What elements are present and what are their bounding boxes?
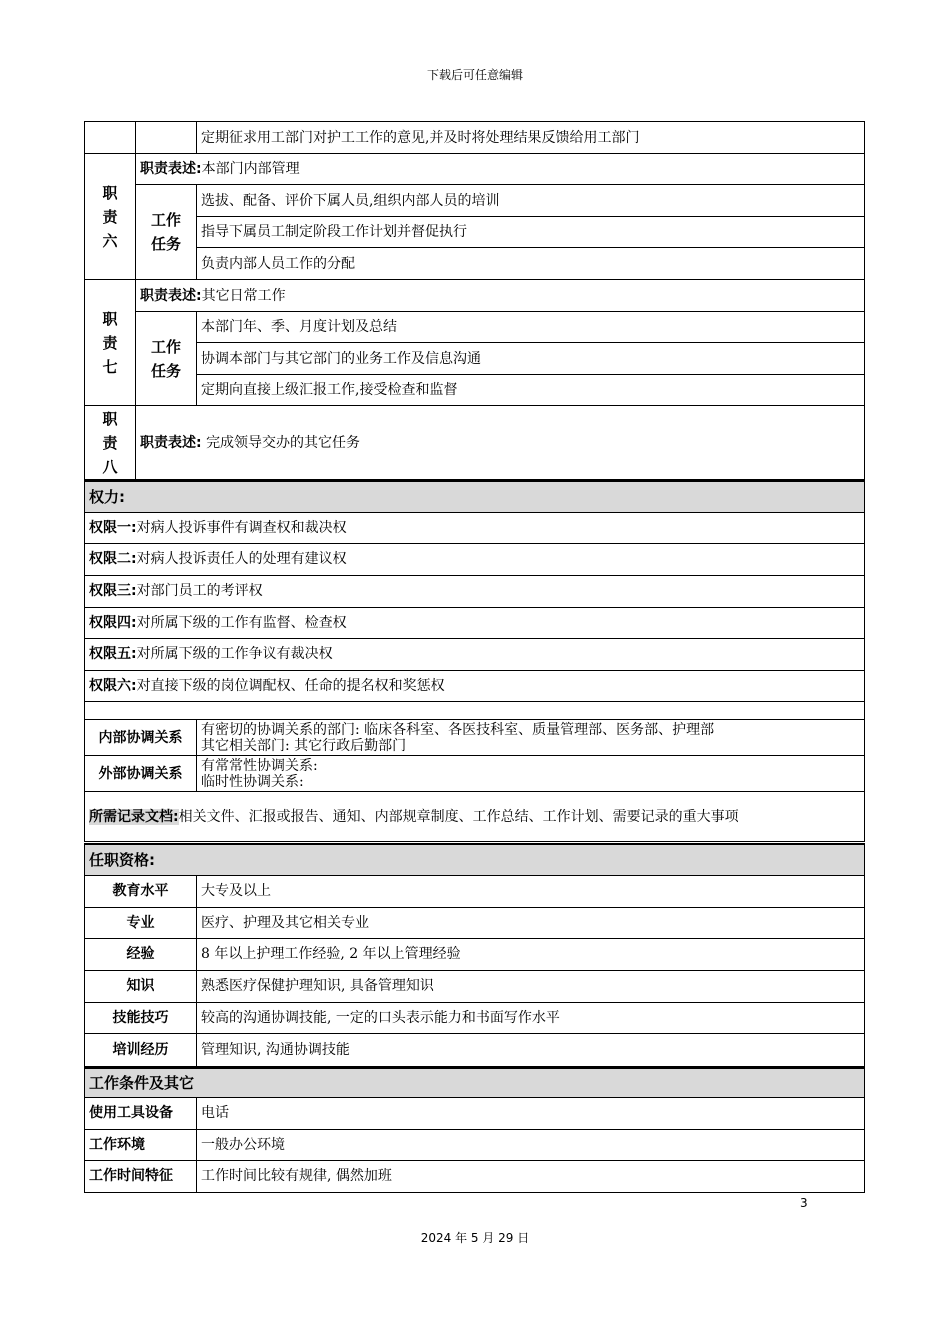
duty7-task: 定期向直接上级汇报工作,接受检查和监督 [197,375,865,406]
qualification-value: 熟悉医疗保健护理知识, 具备管理知识 [197,970,865,1002]
condition-value: 工作时间比较有规律, 偶然加班 [197,1160,865,1192]
power-item [85,575,865,607]
records-row [85,792,865,842]
power-label: 权限一: [89,519,137,536]
power-label: 权限五: [89,646,137,662]
qualification-value: 较高的沟通协调技能, 一定的口头表示能力和书面写作水平 [197,1002,865,1033]
power-text: 对病人投诉事件有调查权和裁决权 [136,519,347,536]
power-table [84,480,865,720]
condition-label: 工作环境 [85,1129,197,1160]
qualification-value: 医疗、护理及其它相关专业 [197,907,865,938]
power-item [85,543,865,575]
power-item [85,512,865,543]
power-item [85,638,865,670]
internal-relation-label: 内部协调关系 [85,720,197,756]
qualification-label: 技能技巧 [85,1002,197,1033]
power-text: 对所属下级的工作争议有裁决权 [136,646,333,662]
qualification-label: 教育水平 [85,875,197,907]
conditions-title: 工作条件及其它 [85,1068,865,1097]
qualification-label: 培训经历 [85,1033,197,1066]
empty-row [85,701,865,719]
statement-text: 完成领导交办的其它任务 [206,434,361,451]
power-label: 权限六: [89,677,137,694]
internal-line: 有密切的协调关系的部门: 临床各科室、各医技科室、质量管理部、医务部、护理部 [201,721,715,738]
power-text: 对直接下级的岗位调配权、任命的提名权和奖惩权 [136,677,445,694]
power-text: 对病人投诉责任人的处理有建议权 [136,551,347,567]
statement-label: 职责表述: [140,434,202,451]
duty6-task: 指导下属员工制定阶段工作计划并督促执行 [197,217,865,248]
condition-label: 使用工具设备 [85,1097,197,1129]
internal-relation-value [197,720,865,756]
power-title: 权力: [85,481,865,512]
power-label: 权限三: [89,583,137,599]
statement-text: 本部门内部管理 [201,161,300,177]
empty-cell [136,122,197,154]
statement-label: 职责表述: [140,287,202,304]
duty7-label: 职 责 七 [85,280,136,406]
duty7-task: 协调本部门与其它部门的业务工作及信息沟通 [197,343,865,375]
external-relation-label: 外部协调关系 [85,756,197,792]
qualification-value: 8 年以上护理工作经验, 2 年以上管理经验 [197,938,865,970]
qualification-value: 大专及以上 [197,875,865,907]
qualification-label: 经验 [85,938,197,970]
duty8-statement [136,406,865,480]
qualification-label: 知识 [85,970,197,1002]
power-text: 对部门员工的考评权 [136,583,263,599]
power-item [85,607,865,638]
power-label: 权限二: [89,551,137,567]
duty6-statement [136,154,865,185]
duty6-task: 负责内部人员工作的分配 [197,248,865,280]
power-label: 权限四: [89,614,137,631]
duty-task-text: 定期征求用工部门对护工工作的意见,并及时将处理结果反馈给用工部门 [197,122,865,154]
empty-cell [85,122,136,154]
power-text: 对所属下级的工作有监督、检查权 [136,614,347,631]
page-header: 下载后可任意编辑 [426,68,523,82]
statement-text: 其它日常工作 [201,287,286,304]
records-text: 相关文件、汇报或报告、通知、内部规章制度、工作总结、工作计划、需要记录的重大事项 [178,808,739,825]
duties-table [84,121,865,480]
duty6-task: 选拔、配备、评价下属人员,组织内部人员的培训 [197,185,865,217]
internal-line: 其它相关部门: 其它行政后勤部门 [201,737,407,754]
power-item [85,670,865,701]
external-line: 有常常性协调关系: [201,757,318,774]
conditions-table [84,1067,865,1193]
statement-label: 职责表述: [140,161,202,177]
duty7-statement [136,280,865,312]
qualification-table [84,843,865,1067]
duty6-task-label: 工作 任务 [136,185,197,280]
page-number: 3 [800,1196,808,1210]
duty6-label: 职 责 六 [85,154,136,280]
condition-value: 一般办公环境 [197,1129,865,1160]
condition-label: 工作时间特征 [85,1160,197,1192]
qualification-value: 管理知识, 沟通协调技能 [197,1033,865,1066]
external-line: 临时性协调关系: [201,773,304,790]
condition-value: 电话 [197,1097,865,1129]
qualification-label: 专业 [85,907,197,938]
qualification-title: 任职资格: [85,844,865,875]
records-label: 所需记录文档: [89,808,179,825]
duty7-task-label: 工作 任务 [136,312,197,406]
duty7-task: 本部门年、季、月度计划及总结 [197,312,865,343]
duty8-label: 职 责 八 [85,406,136,480]
relations-table [84,719,865,842]
external-relation-value [197,756,865,792]
footer-date: 2024 年 5 月 29 日 [420,1231,530,1245]
